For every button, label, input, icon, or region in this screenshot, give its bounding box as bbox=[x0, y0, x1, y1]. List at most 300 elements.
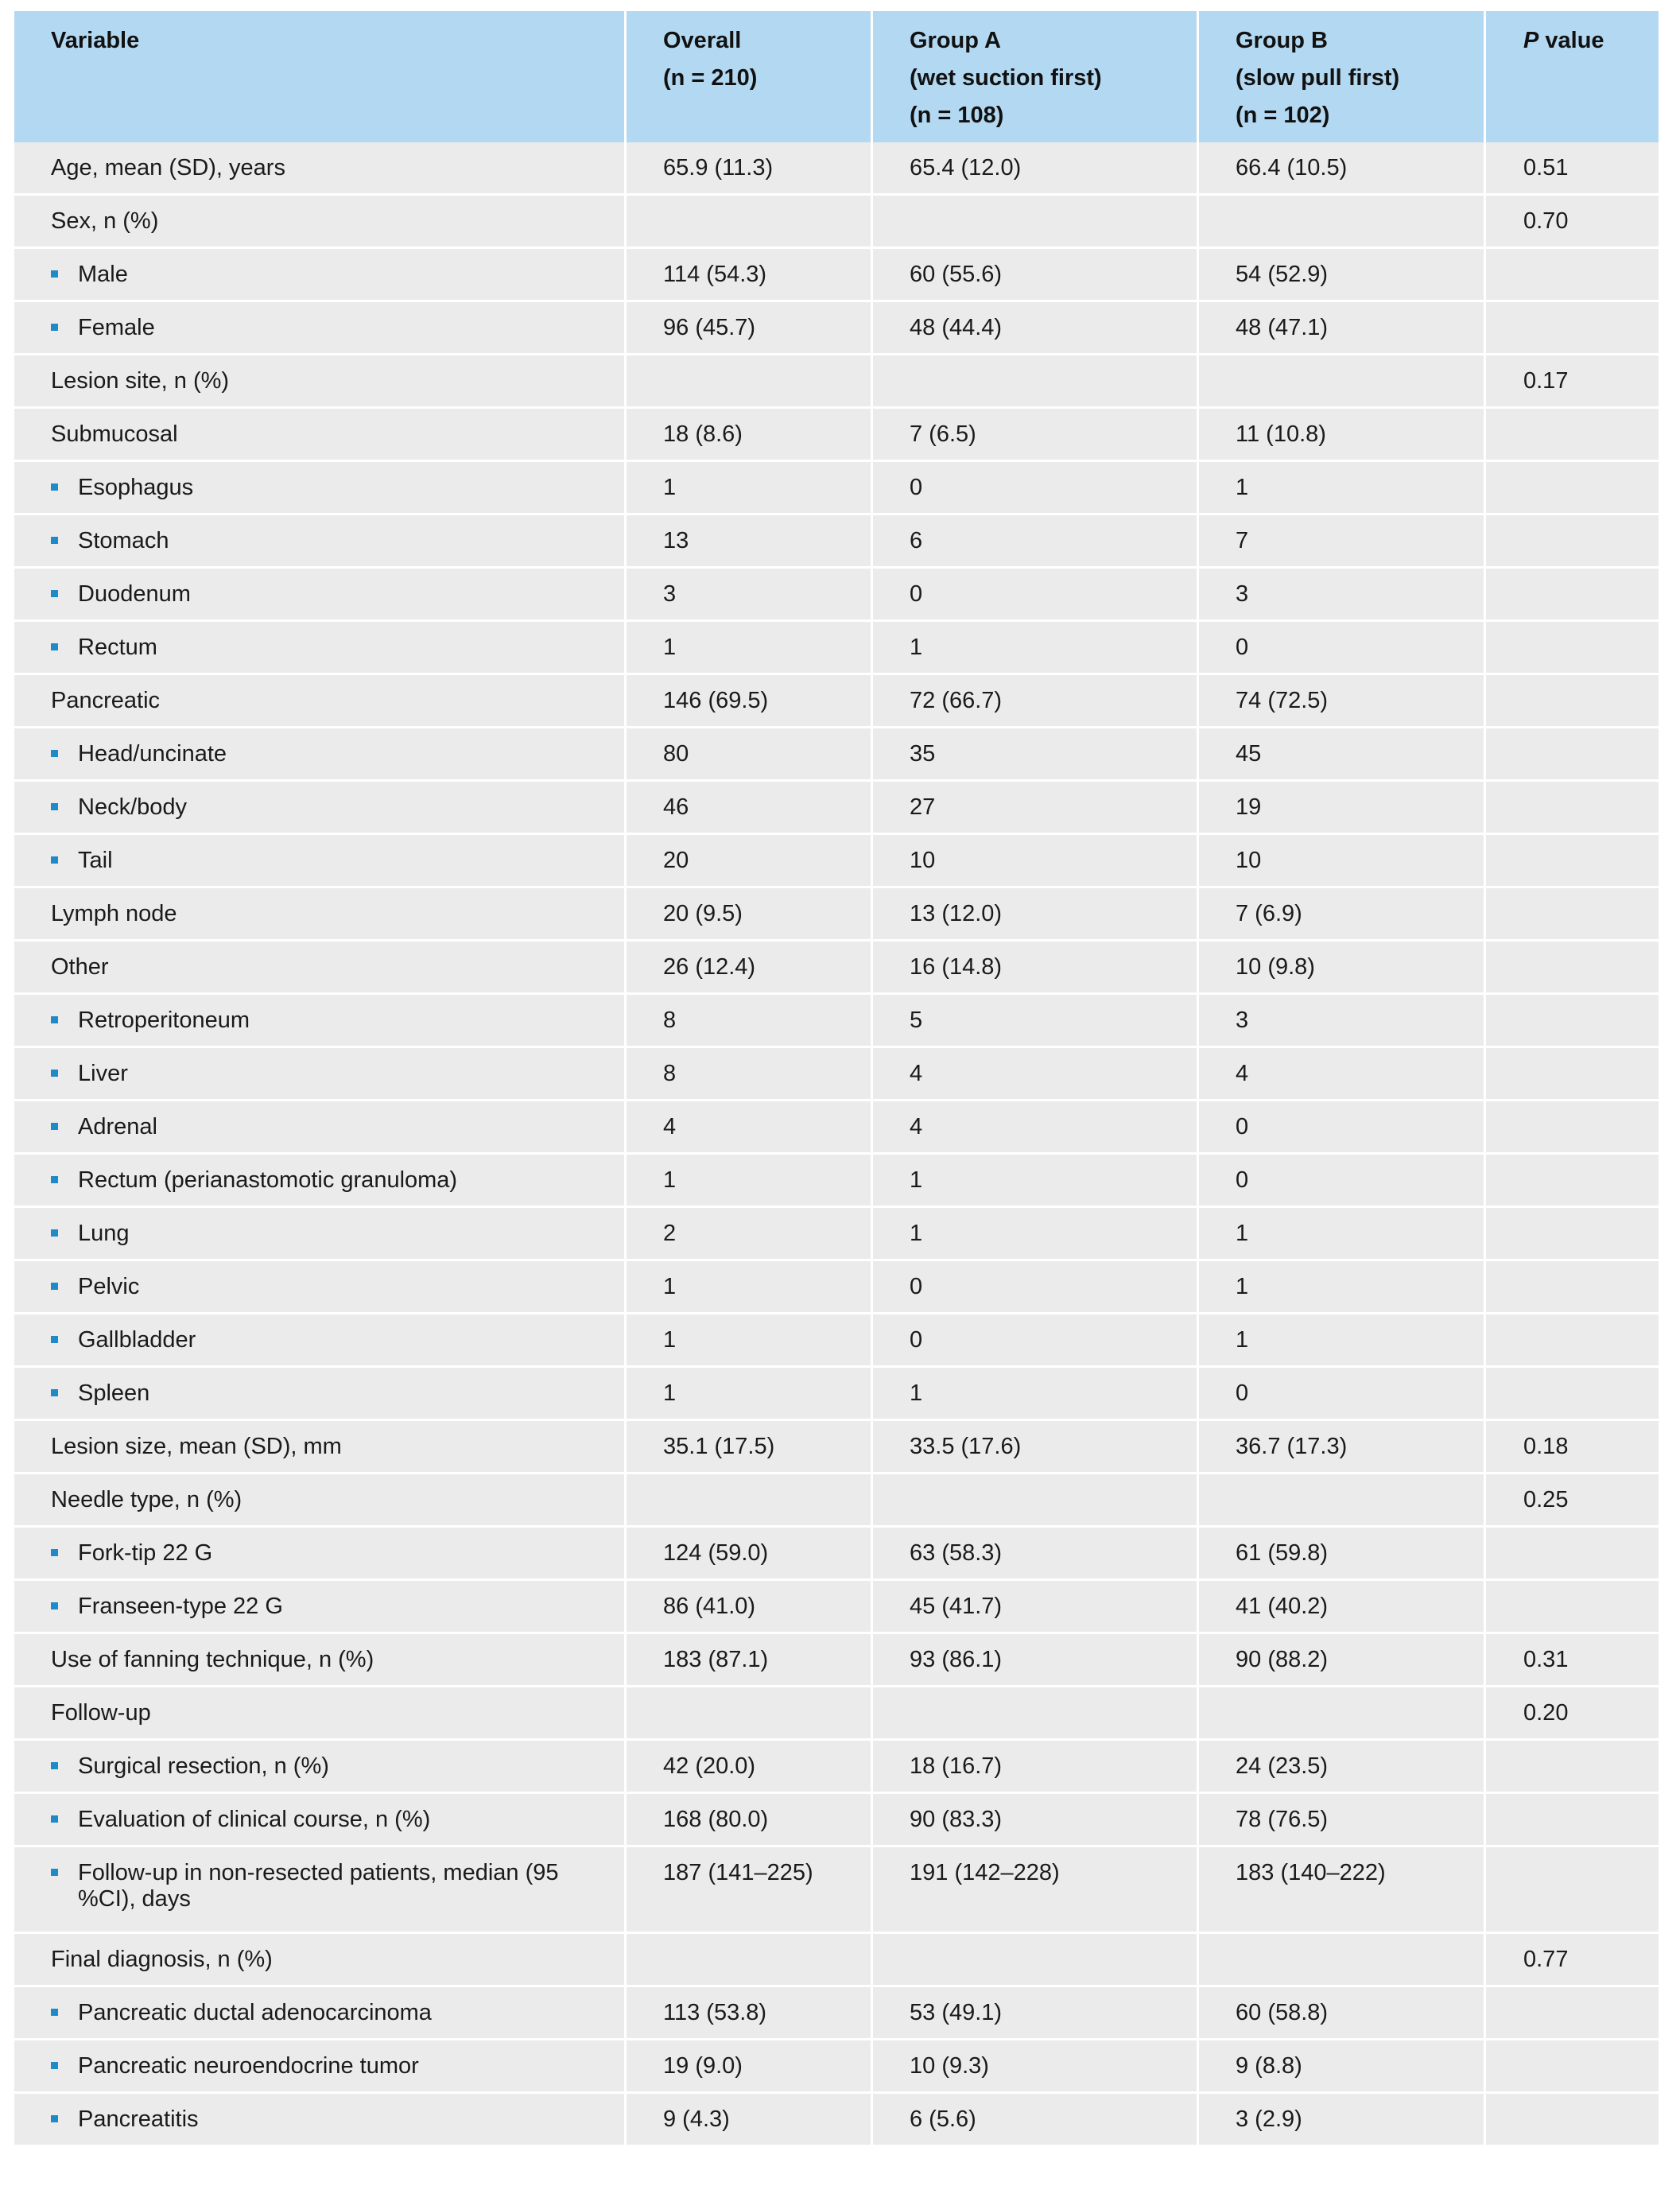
group-a-value: 72 (66.7) bbox=[910, 688, 1003, 713]
group-b-cell bbox=[1197, 1581, 1484, 1634]
group-b-cell bbox=[1197, 1987, 1484, 2040]
variable-label: Pelvic bbox=[78, 1274, 140, 1299]
overall-cell bbox=[624, 1261, 871, 1314]
group-b-cell bbox=[1197, 1421, 1484, 1474]
group-b-cell bbox=[1197, 1368, 1484, 1421]
square-bullet-icon bbox=[51, 1123, 58, 1130]
p-value-cell bbox=[1484, 1155, 1659, 1208]
overall-cell bbox=[624, 1528, 871, 1581]
square-bullet-icon bbox=[51, 1176, 58, 1183]
group-a-cell bbox=[871, 1987, 1197, 2040]
group-a-cell bbox=[871, 942, 1197, 995]
variable-cell bbox=[14, 569, 624, 622]
variable-label: Pancreatic ductal adenocarcinoma bbox=[78, 2000, 432, 2025]
overall-cell bbox=[624, 675, 871, 728]
group-b-value: 36.7 (17.3) bbox=[1236, 1434, 1348, 1459]
table-row bbox=[14, 1847, 1659, 1934]
variable-cell bbox=[14, 1934, 624, 1987]
overall-cell bbox=[624, 409, 871, 462]
p-value-cell bbox=[1484, 1528, 1659, 1581]
variable-label: Liver bbox=[78, 1061, 128, 1086]
square-bullet-icon bbox=[51, 803, 58, 810]
variable-label: Submucosal bbox=[51, 421, 178, 447]
square-bullet-icon bbox=[51, 1602, 58, 1609]
group-a-value: 48 (44.4) bbox=[910, 315, 1003, 340]
group-a-value: 10 bbox=[910, 848, 936, 873]
group-a-cell bbox=[871, 1048, 1197, 1101]
table-row bbox=[14, 1741, 1659, 1794]
p-value-cell bbox=[1484, 1314, 1659, 1368]
table-row bbox=[14, 1794, 1659, 1847]
p-value-cell bbox=[1484, 995, 1659, 1048]
overall-cell bbox=[624, 1847, 871, 1934]
group-b-value: 10 (9.8) bbox=[1236, 954, 1315, 980]
group-b-cell bbox=[1197, 1048, 1484, 1101]
group-b-cell bbox=[1197, 569, 1484, 622]
p-value-cell bbox=[1484, 1794, 1659, 1847]
p-value-cell bbox=[1484, 1687, 1659, 1741]
p-value-cell bbox=[1484, 888, 1659, 942]
overall-cell bbox=[624, 888, 871, 942]
overall-value: 124 (59.0) bbox=[663, 1540, 769, 1566]
variable-cell bbox=[14, 1261, 624, 1314]
square-bullet-icon bbox=[51, 1016, 58, 1023]
group-b-cell bbox=[1197, 409, 1484, 462]
overall-value: 20 bbox=[663, 848, 689, 873]
p-value-cell bbox=[1484, 1634, 1659, 1687]
variable-label: Lung bbox=[78, 1221, 130, 1246]
baseline-characteristics-table bbox=[14, 11, 1659, 2147]
variable-cell bbox=[14, 835, 624, 888]
p-value-cell bbox=[1484, 142, 1659, 196]
group-a-cell bbox=[871, 835, 1197, 888]
overall-value: 13 bbox=[663, 528, 689, 553]
overall-cell bbox=[624, 1155, 871, 1208]
square-bullet-icon bbox=[51, 324, 58, 331]
overall-value: 8 bbox=[663, 1061, 677, 1086]
variable-label: Age, mean (SD), years bbox=[51, 155, 285, 181]
group-a-cell bbox=[871, 1368, 1197, 1421]
square-bullet-icon bbox=[51, 2062, 58, 2069]
p-value-cell bbox=[1484, 1934, 1659, 1987]
table-row bbox=[14, 462, 1659, 515]
group-b-value: 7 (6.9) bbox=[1236, 901, 1302, 926]
p-value-cell bbox=[1484, 515, 1659, 569]
group-b-cell bbox=[1197, 462, 1484, 515]
group-b-cell bbox=[1197, 995, 1484, 1048]
overall-value: 3 bbox=[663, 581, 677, 607]
group-b-value: 90 (88.2) bbox=[1236, 1647, 1329, 1672]
group-a-cell bbox=[871, 1741, 1197, 1794]
group-b-value: 0 bbox=[1236, 1380, 1249, 1406]
header-overall-line1: Overall bbox=[663, 28, 742, 53]
variable-cell bbox=[14, 1101, 624, 1155]
group-b-cell bbox=[1197, 1208, 1484, 1261]
header-variable bbox=[14, 11, 624, 142]
variable-cell bbox=[14, 888, 624, 942]
group-a-value: 27 bbox=[910, 794, 936, 820]
variable-label: Neck/body bbox=[78, 794, 188, 820]
variable-label: Use of fanning technique, n (%) bbox=[51, 1647, 374, 1672]
overall-cell bbox=[624, 1314, 871, 1368]
group-b-value: 74 (72.5) bbox=[1236, 688, 1329, 713]
group-a-cell bbox=[871, 302, 1197, 355]
group-a-value: 35 bbox=[910, 741, 936, 767]
p-value-cell bbox=[1484, 835, 1659, 888]
table-row bbox=[14, 942, 1659, 995]
table-row bbox=[14, 1421, 1659, 1474]
overall-value: 183 (87.1) bbox=[663, 1647, 769, 1672]
table-row bbox=[14, 995, 1659, 1048]
group-b-value: 3 bbox=[1236, 581, 1249, 607]
group-a-cell bbox=[871, 782, 1197, 835]
variable-cell bbox=[14, 1528, 624, 1581]
group-a-cell bbox=[871, 462, 1197, 515]
overall-value: 26 (12.4) bbox=[663, 954, 756, 980]
group-b-cell bbox=[1197, 1634, 1484, 1687]
group-a-value: 65.4 (12.0) bbox=[910, 155, 1022, 181]
p-value-value: 0.77 bbox=[1523, 1947, 1569, 1972]
variable-cell bbox=[14, 1634, 624, 1687]
overall-cell bbox=[624, 2040, 871, 2094]
header-group-a-line2: (wet suction first) bbox=[910, 65, 1102, 91]
variable-label: Evaluation of clinical course, n (%) bbox=[78, 1807, 431, 1832]
overall-cell bbox=[624, 1934, 871, 1987]
group-b-cell bbox=[1197, 1474, 1484, 1528]
square-bullet-icon bbox=[51, 1336, 58, 1343]
p-value-cell bbox=[1484, 1048, 1659, 1101]
variable-label: Adrenal bbox=[78, 1114, 157, 1140]
overall-cell bbox=[624, 196, 871, 249]
variable-cell bbox=[14, 515, 624, 569]
group-a-value: 93 (86.1) bbox=[910, 1647, 1003, 1672]
variable-cell bbox=[14, 1847, 624, 1934]
square-bullet-icon bbox=[51, 483, 58, 491]
overall-cell bbox=[624, 995, 871, 1048]
group-b-value: 10 bbox=[1236, 848, 1262, 873]
overall-cell bbox=[624, 1987, 871, 2040]
group-b-value: 24 (23.5) bbox=[1236, 1753, 1329, 1779]
table-row bbox=[14, 2094, 1659, 2147]
group-b-value: 11 (10.8) bbox=[1236, 421, 1326, 447]
group-a-cell bbox=[871, 1421, 1197, 1474]
group-a-cell bbox=[871, 622, 1197, 675]
variable-label: Other bbox=[51, 954, 109, 980]
table-row bbox=[14, 1048, 1659, 1101]
group-a-cell bbox=[871, 1101, 1197, 1155]
variable-label: Follow-up in non-resected patients, median (95 %CI), days bbox=[78, 1860, 559, 1912]
group-b-cell bbox=[1197, 142, 1484, 196]
group-a-cell bbox=[871, 1794, 1197, 1847]
table-row bbox=[14, 1368, 1659, 1421]
group-a-value: 63 (58.3) bbox=[910, 1540, 1003, 1566]
square-bullet-icon bbox=[51, 1070, 58, 1077]
p-value-cell bbox=[1484, 2040, 1659, 2094]
variable-label: Pancreatitis bbox=[78, 2106, 199, 2132]
variable-cell bbox=[14, 1421, 624, 1474]
table-row bbox=[14, 1101, 1659, 1155]
group-a-cell bbox=[871, 249, 1197, 302]
group-a-cell bbox=[871, 515, 1197, 569]
group-a-value: 4 bbox=[910, 1061, 923, 1086]
variable-cell bbox=[14, 1368, 624, 1421]
overall-value: 18 (8.6) bbox=[663, 421, 743, 447]
overall-value: 168 (80.0) bbox=[663, 1807, 769, 1832]
overall-cell bbox=[624, 142, 871, 196]
overall-cell bbox=[624, 302, 871, 355]
overall-cell bbox=[624, 622, 871, 675]
group-b-cell bbox=[1197, 728, 1484, 782]
overall-cell bbox=[624, 782, 871, 835]
variable-label: Final diagnosis, n (%) bbox=[51, 1947, 273, 1972]
variable-label: Needle type, n (%) bbox=[51, 1487, 242, 1512]
group-a-value: 18 (16.7) bbox=[910, 1753, 1003, 1779]
square-bullet-icon bbox=[51, 1283, 58, 1290]
group-a-cell bbox=[871, 995, 1197, 1048]
p-value-cell bbox=[1484, 1208, 1659, 1261]
table-row bbox=[14, 409, 1659, 462]
variable-label: Pancreatic bbox=[51, 688, 161, 713]
variable-label: Rectum bbox=[78, 635, 157, 660]
header-row bbox=[14, 11, 1659, 142]
group-a-cell bbox=[871, 355, 1197, 409]
group-b-value: 3 bbox=[1236, 1008, 1249, 1033]
table-row bbox=[14, 675, 1659, 728]
group-b-cell bbox=[1197, 1847, 1484, 1934]
group-a-cell bbox=[871, 196, 1197, 249]
group-a-cell bbox=[871, 409, 1197, 462]
p-value-value: 0.20 bbox=[1523, 1700, 1569, 1726]
group-a-value: 0 bbox=[910, 1327, 923, 1353]
variable-label: Female bbox=[78, 315, 155, 340]
group-b-cell bbox=[1197, 355, 1484, 409]
table-row bbox=[14, 1687, 1659, 1741]
variable-label: Retroperitoneum bbox=[78, 1008, 250, 1033]
variable-cell bbox=[14, 409, 624, 462]
group-b-value: 60 (58.8) bbox=[1236, 2000, 1329, 2025]
group-b-value: 78 (76.5) bbox=[1236, 1807, 1329, 1832]
variable-label: Sex, n (%) bbox=[51, 208, 159, 234]
group-b-cell bbox=[1197, 888, 1484, 942]
overall-cell bbox=[624, 515, 871, 569]
header-group-a-line3: (n = 108) bbox=[910, 103, 1004, 128]
variable-cell bbox=[14, 1687, 624, 1741]
group-b-value: 0 bbox=[1236, 1167, 1249, 1193]
overall-value: 4 bbox=[663, 1114, 677, 1140]
group-b-value: 7 bbox=[1236, 528, 1249, 553]
table-row bbox=[14, 1528, 1659, 1581]
group-b-value: 54 (52.9) bbox=[1236, 262, 1329, 287]
group-a-value: 53 (49.1) bbox=[910, 2000, 1003, 2025]
overall-value: 1 bbox=[663, 1274, 677, 1299]
table-row bbox=[14, 782, 1659, 835]
p-value-cell bbox=[1484, 1987, 1659, 2040]
group-a-value: 13 (12.0) bbox=[910, 901, 1003, 926]
group-b-cell bbox=[1197, 835, 1484, 888]
group-a-cell bbox=[871, 888, 1197, 942]
variable-label: Gallbladder bbox=[78, 1327, 196, 1353]
group-a-cell bbox=[871, 1634, 1197, 1687]
group-b-cell bbox=[1197, 2040, 1484, 2094]
group-a-value: 33.5 (17.6) bbox=[910, 1434, 1022, 1459]
group-b-value: 61 (59.8) bbox=[1236, 1540, 1329, 1566]
table-row bbox=[14, 622, 1659, 675]
group-a-cell bbox=[871, 1208, 1197, 1261]
overall-cell bbox=[624, 1101, 871, 1155]
p-value-cell bbox=[1484, 942, 1659, 995]
table-row bbox=[14, 302, 1659, 355]
table-row bbox=[14, 1987, 1659, 2040]
table-row bbox=[14, 1155, 1659, 1208]
table-row bbox=[14, 1634, 1659, 1687]
group-a-value: 7 (6.5) bbox=[910, 421, 976, 447]
overall-cell bbox=[624, 569, 871, 622]
square-bullet-icon bbox=[51, 1229, 58, 1237]
overall-value: 113 (53.8) bbox=[663, 2000, 767, 2025]
variable-cell bbox=[14, 355, 624, 409]
group-a-cell bbox=[871, 728, 1197, 782]
group-a-cell bbox=[871, 1155, 1197, 1208]
square-bullet-icon bbox=[51, 750, 58, 757]
p-value-cell bbox=[1484, 569, 1659, 622]
table-row bbox=[14, 888, 1659, 942]
overall-value: 1 bbox=[663, 475, 677, 500]
table-row bbox=[14, 569, 1659, 622]
overall-value: 86 (41.0) bbox=[663, 1594, 756, 1619]
table-row bbox=[14, 1208, 1659, 1261]
overall-cell bbox=[624, 1474, 871, 1528]
group-b-value: 19 bbox=[1236, 794, 1262, 820]
group-a-value: 1 bbox=[910, 635, 923, 660]
group-b-cell bbox=[1197, 1528, 1484, 1581]
variable-cell bbox=[14, 942, 624, 995]
variable-label: Male bbox=[78, 262, 128, 287]
group-a-cell bbox=[871, 2040, 1197, 2094]
group-a-value: 16 (14.8) bbox=[910, 954, 1003, 980]
group-b-value: 1 bbox=[1236, 475, 1249, 500]
header-overall bbox=[624, 11, 871, 142]
group-a-value: 4 bbox=[910, 1114, 923, 1140]
group-b-cell bbox=[1197, 1934, 1484, 1987]
table-row bbox=[14, 835, 1659, 888]
p-value-value: 0.51 bbox=[1523, 155, 1569, 181]
square-bullet-icon bbox=[51, 2115, 58, 2122]
table-row bbox=[14, 1314, 1659, 1368]
variable-cell bbox=[14, 2040, 624, 2094]
group-b-cell bbox=[1197, 1741, 1484, 1794]
group-a-cell bbox=[871, 1314, 1197, 1368]
group-b-value: 1 bbox=[1236, 1221, 1249, 1246]
p-value-cell bbox=[1484, 675, 1659, 728]
overall-value: 42 (20.0) bbox=[663, 1753, 756, 1779]
table-row bbox=[14, 1261, 1659, 1314]
header-group-b-line2: (slow pull first) bbox=[1236, 65, 1400, 91]
group-a-value: 1 bbox=[910, 1221, 923, 1246]
overall-cell bbox=[624, 1581, 871, 1634]
group-b-value: 1 bbox=[1236, 1274, 1249, 1299]
table-row bbox=[14, 1474, 1659, 1528]
variable-label: Fork-tip 22 G bbox=[78, 1540, 213, 1566]
overall-value: 80 bbox=[663, 741, 689, 767]
group-b-value: 45 bbox=[1236, 741, 1262, 767]
p-value-cell bbox=[1484, 1847, 1659, 1934]
group-a-cell bbox=[871, 1261, 1197, 1314]
group-a-value: 191 (142–228) bbox=[910, 1860, 1060, 1885]
variable-label: Lesion size, mean (SD), mm bbox=[51, 1434, 342, 1459]
variable-cell bbox=[14, 1208, 624, 1261]
square-bullet-icon bbox=[51, 643, 58, 650]
group-b-value: 48 (47.1) bbox=[1236, 315, 1329, 340]
square-bullet-icon bbox=[51, 590, 58, 597]
overall-value: 46 bbox=[663, 794, 689, 820]
variable-cell bbox=[14, 675, 624, 728]
header-group-b bbox=[1197, 11, 1484, 142]
group-a-value: 60 (55.6) bbox=[910, 262, 1003, 287]
group-b-cell bbox=[1197, 302, 1484, 355]
variable-cell bbox=[14, 462, 624, 515]
table-row bbox=[14, 249, 1659, 302]
overall-cell bbox=[624, 1634, 871, 1687]
group-a-cell bbox=[871, 1474, 1197, 1528]
variable-label: Rectum (perianastomotic granuloma) bbox=[78, 1167, 458, 1193]
variable-label: Follow-up bbox=[51, 1700, 151, 1726]
p-value-cell bbox=[1484, 1101, 1659, 1155]
group-a-value: 1 bbox=[910, 1380, 923, 1406]
overall-value: 65.9 (11.3) bbox=[663, 155, 774, 181]
group-a-value: 10 (9.3) bbox=[910, 2053, 989, 2079]
group-b-cell bbox=[1197, 622, 1484, 675]
square-bullet-icon bbox=[51, 1389, 58, 1396]
group-a-value: 6 (5.6) bbox=[910, 2106, 976, 2132]
variable-label: Tail bbox=[78, 848, 113, 873]
variable-cell bbox=[14, 622, 624, 675]
group-a-cell bbox=[871, 675, 1197, 728]
overall-cell bbox=[624, 249, 871, 302]
overall-value: 1 bbox=[663, 1380, 677, 1406]
variable-label: Stomach bbox=[78, 528, 169, 553]
group-b-cell bbox=[1197, 1687, 1484, 1741]
group-b-cell bbox=[1197, 1101, 1484, 1155]
baseline-characteristics-table-container bbox=[14, 11, 1659, 2147]
p-value-cell bbox=[1484, 1741, 1659, 1794]
header-group-a-line1: Group A bbox=[910, 28, 1001, 53]
group-a-cell bbox=[871, 1934, 1197, 1987]
group-b-cell bbox=[1197, 2094, 1484, 2147]
variable-cell bbox=[14, 995, 624, 1048]
group-a-cell bbox=[871, 1847, 1197, 1934]
group-a-value: 1 bbox=[910, 1167, 923, 1193]
square-bullet-icon bbox=[51, 537, 58, 544]
group-b-cell bbox=[1197, 1314, 1484, 1368]
square-bullet-icon bbox=[51, 1549, 58, 1556]
variable-cell bbox=[14, 249, 624, 302]
p-value-value: 0.25 bbox=[1523, 1487, 1569, 1512]
group-b-value: 1 bbox=[1236, 1327, 1249, 1353]
p-value-value: 0.18 bbox=[1523, 1434, 1569, 1459]
header-p-value bbox=[1484, 11, 1659, 142]
overall-value: 1 bbox=[663, 635, 677, 660]
table-row bbox=[14, 2040, 1659, 2094]
overall-cell bbox=[624, 942, 871, 995]
p-value-cell bbox=[1484, 1421, 1659, 1474]
variable-label: Franseen-type 22 G bbox=[78, 1594, 283, 1619]
p-value-cell bbox=[1484, 355, 1659, 409]
group-b-value: 41 (40.2) bbox=[1236, 1594, 1329, 1619]
p-value-cell bbox=[1484, 2094, 1659, 2147]
p-value-cell bbox=[1484, 1368, 1659, 1421]
overall-value: 9 (4.3) bbox=[663, 2106, 730, 2132]
p-value-value: 0.70 bbox=[1523, 208, 1569, 234]
